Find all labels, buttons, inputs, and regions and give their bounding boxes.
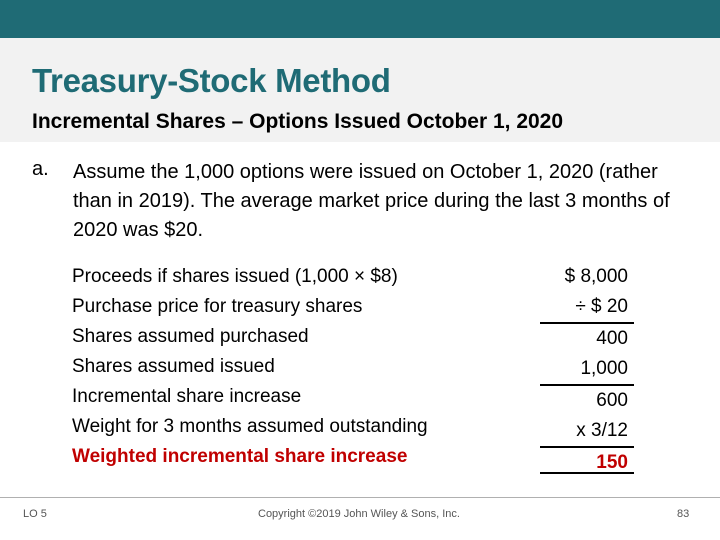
row-value-shares-purchased: 400 (596, 328, 628, 349)
row-value-purchase-price: ÷ $ 20 (540, 292, 634, 324)
row-label-incremental-increase: Incremental share increase (72, 386, 302, 407)
page-number: 83 (677, 508, 690, 520)
computation-values (540, 262, 634, 478)
row-label-purchase-price: Purchase price for treasury shares (72, 296, 363, 317)
row-label-proceeds: Proceeds if shares issued (1,000 × $8) (72, 266, 398, 287)
slide-subtitle: Incremental Shares – Options Issued October 1, 2020 (32, 110, 564, 133)
total-underline (540, 472, 634, 474)
item-text: Assume the 1,000 options were issued on October 1, 2020 (rather than in 2019). The average market price during the last 3 months of 2020 was $20. (73, 161, 670, 241)
copyright-notice: Copyright ©2019 John Wiley & Sons, Inc. (258, 508, 460, 520)
row-value-shares-issued: 1,000 (540, 354, 634, 386)
row-label-shares-issued: Shares assumed issued (72, 356, 275, 377)
top-bar (0, 0, 720, 38)
row-label-shares-purchased: Shares assumed purchased (72, 326, 309, 347)
row-value-proceeds: $ 8,000 (564, 266, 628, 287)
row-value-weighted-increase: 150 (596, 452, 628, 473)
row-label-weighted-increase: Weighted incremental share increase (72, 446, 408, 467)
row-value-weight: x 3/12 (540, 416, 634, 448)
slide-title: Treasury-Stock Method (32, 62, 391, 99)
item-letter: a. (32, 158, 49, 180)
computation-labels (72, 262, 428, 472)
row-value-incremental-increase: 600 (596, 390, 628, 411)
footer-divider (0, 497, 720, 498)
row-label-weight: Weight for 3 months assumed outstanding (72, 416, 428, 437)
learning-objective: LO 5 (23, 508, 47, 520)
